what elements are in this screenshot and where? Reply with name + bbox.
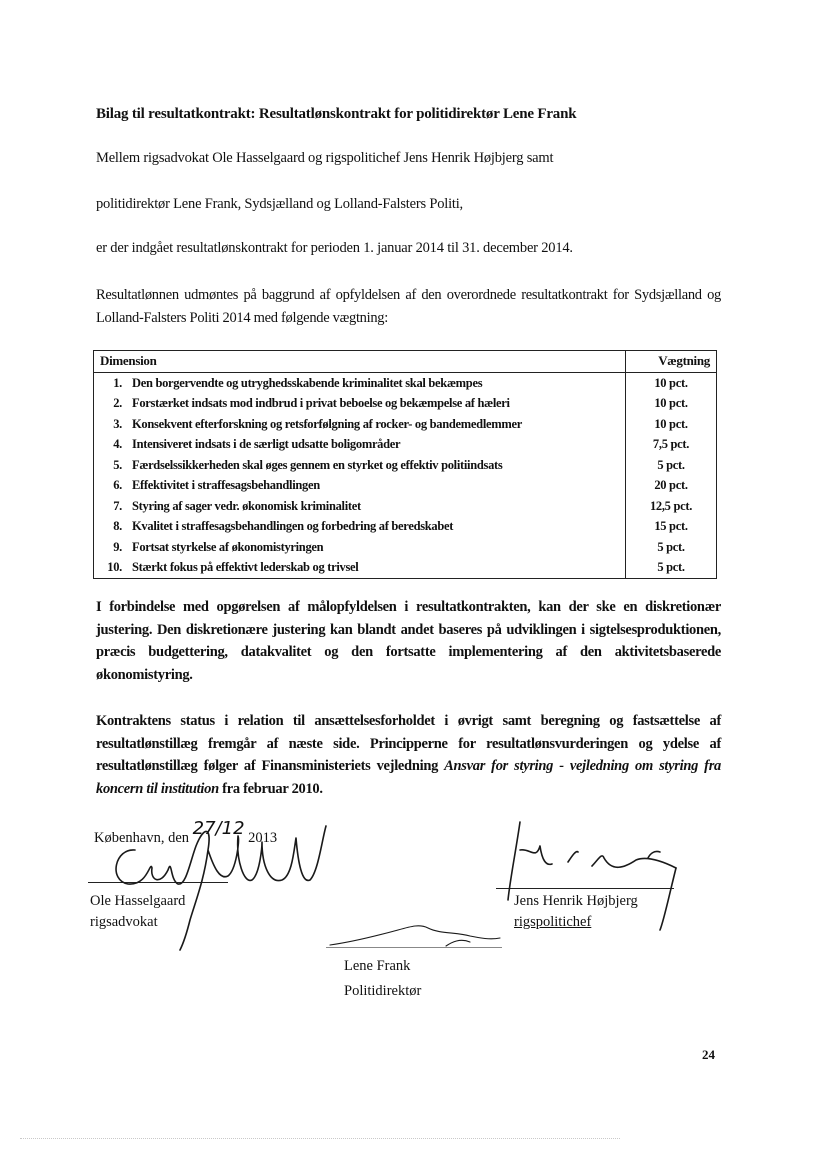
signer3-name: Lene Frank bbox=[344, 958, 411, 974]
row-number: 10. bbox=[94, 557, 127, 578]
handwritten-date: 27/12 bbox=[192, 818, 245, 839]
weighting-intro-paragraph: Resultatlønnen udmøntes på baggrund af opfyldelsen af den overordnede resultatkontrakt for Sydsjælland og Lolland-Falsters Politi 2014 med følgende vægtning: bbox=[96, 287, 721, 326]
row-dimension: Stærkt fokus på effektivt lederskab og trivsel bbox=[126, 557, 626, 578]
row-weight: 10 pct. bbox=[626, 393, 717, 414]
page-number: 24 bbox=[702, 1047, 715, 1062]
place-date bbox=[94, 818, 278, 847]
table-row bbox=[94, 455, 717, 476]
table-row bbox=[94, 414, 717, 435]
table-body bbox=[94, 372, 717, 578]
row-number: 2. bbox=[94, 393, 127, 414]
table-row bbox=[94, 475, 717, 496]
header-dimension: Dimension bbox=[94, 351, 626, 373]
row-weight: 12,5 pct. bbox=[626, 496, 717, 517]
signer2-name: Jens Henrik Højbjerg bbox=[514, 893, 638, 909]
table-row bbox=[94, 516, 717, 537]
table-header-row bbox=[94, 351, 717, 373]
row-number: 4. bbox=[94, 434, 127, 455]
intro-line-parties: Mellem rigsadvokat Ole Hasselgaard og rigspolitichef Jens Henrik Højbjerg samt bbox=[96, 150, 554, 166]
row-dimension: Effektivitet i straffesagsbehandlingen bbox=[126, 475, 626, 496]
row-weight: 20 pct. bbox=[626, 475, 717, 496]
discretion-paragraph: I forbindelse med opgørelsen af målopfyldelsen i resultatkontrakten, kan der ske en diskretionær justering. Den diskretionære justering kan blandt andet baseres på udviklingen i sigtelsesproduktionen, præcis budgettering, datakvalitet og den fortsatte implementering af den aktivitetsbaserede økonomistyring. bbox=[96, 599, 721, 683]
status-paragraph-publication-title: Ansvar for styring - vejledning om styring fra koncern til institution bbox=[96, 758, 721, 797]
row-weight: 15 pct. bbox=[626, 516, 717, 537]
row-dimension: Intensiveret indsats i de særligt udsatte boligområder bbox=[126, 434, 626, 455]
weighting-table bbox=[93, 350, 717, 579]
table-row bbox=[94, 372, 717, 393]
row-weight: 10 pct. bbox=[626, 414, 717, 435]
row-number: 5. bbox=[94, 455, 127, 476]
year-suffix: 2013 bbox=[248, 830, 278, 846]
row-dimension: Den borgervendte og utryghedsskabende kriminalitet skal bekæmpes bbox=[126, 372, 626, 393]
row-dimension: Forstærket indsats mod indbrud i privat beboelse og bekæmpelse af hæleri bbox=[126, 393, 626, 414]
row-dimension: Færdselssikkerheden skal øges gennem en styrket og effektiv politiindsats bbox=[126, 455, 626, 476]
row-weight: 5 pct. bbox=[626, 537, 717, 558]
document-heading: Bilag til resultatkontrakt: Resultatlønskontrakt for politidirektør Lene Frank bbox=[96, 106, 577, 122]
row-weight: 7,5 pct. bbox=[626, 434, 717, 455]
intro-line-period: er der indgået resultatlønskontrakt for perioden 1. januar 2014 til 31. december 2014. bbox=[96, 240, 573, 256]
scan-artifact-line bbox=[20, 1138, 620, 1139]
signer2-title: rigspolitichef bbox=[514, 914, 592, 930]
signature-lene-frank bbox=[330, 926, 500, 945]
row-number: 3. bbox=[94, 414, 127, 435]
signature-line-politidirektor bbox=[326, 947, 502, 948]
table-row bbox=[94, 537, 717, 558]
row-weight: 5 pct. bbox=[626, 557, 717, 578]
status-paragraph-suffix: fra februar 2010. bbox=[218, 780, 323, 797]
status-paragraph bbox=[96, 710, 721, 800]
header-weight: Vægtning bbox=[626, 351, 717, 373]
signer1-name: Ole Hasselgaard bbox=[90, 893, 186, 909]
row-number: 9. bbox=[94, 537, 127, 558]
table-row bbox=[94, 434, 717, 455]
row-dimension: Konsekvent efterforskning og retsforfølgning af rocker- og bandemedlemmer bbox=[126, 414, 626, 435]
row-number: 1. bbox=[94, 372, 127, 393]
status-paragraph-prefix: Kontraktens status i relation til ansættelsesforholdet i øvrigt samt beregning og fastsættelse af resultatlønstillæg fremgår af næste side. Principperne for resultatlønsvurderingen og ydelse af resultatlønstillæg følger af Finansministeriets vejledning bbox=[96, 713, 721, 774]
row-dimension: Fortsat styrkelse af økonomistyringen bbox=[126, 537, 626, 558]
signer3-title: Politidirektør bbox=[344, 983, 422, 999]
row-number: 6. bbox=[94, 475, 127, 496]
intro-line-director: politidirektør Lene Frank, Sydsjælland og Lolland-Falsters Politi, bbox=[96, 196, 463, 212]
table-row bbox=[94, 557, 717, 578]
signer1-title: rigsadvokat bbox=[90, 914, 158, 930]
row-weight: 5 pct. bbox=[626, 455, 717, 476]
row-dimension: Kvalitet i straffesagsbehandlingen og forbedring af beredskabet bbox=[126, 516, 626, 537]
signature-line-rigspolitichef bbox=[496, 888, 674, 889]
row-number: 7. bbox=[94, 496, 127, 517]
row-weight: 10 pct. bbox=[626, 372, 717, 393]
row-number: 8. bbox=[94, 516, 127, 537]
signature-line-rigsadvokat bbox=[88, 882, 228, 883]
table-row bbox=[94, 393, 717, 414]
row-dimension: Styring af sager vedr. økonomisk kriminalitet bbox=[126, 496, 626, 517]
table-row bbox=[94, 496, 717, 517]
place-date-prefix: København, den bbox=[94, 830, 190, 846]
